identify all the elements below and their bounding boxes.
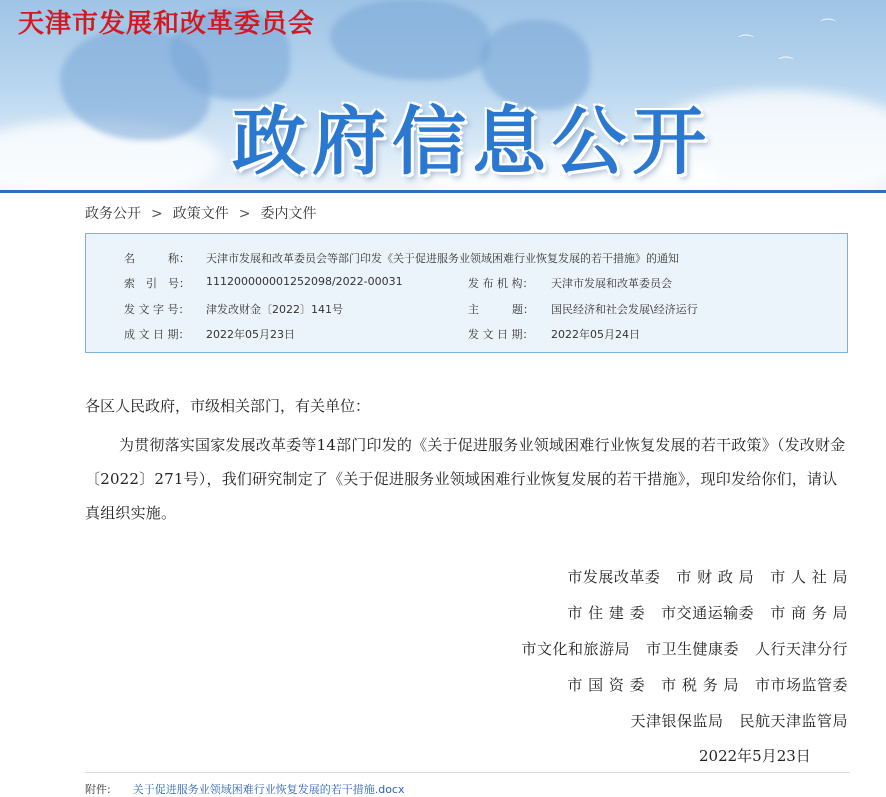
signatory: 市 住 建 委 bbox=[567, 604, 646, 622]
meta-written-date-label: 成 文 日 期： bbox=[124, 328, 190, 341]
signatory-row bbox=[551, 674, 848, 695]
attachment-row bbox=[85, 781, 404, 797]
signatory: 市 国 资 委 bbox=[567, 676, 646, 694]
body-paragraph: 为贯彻落实国家发展改革委等14部门印发的《关于促进服务业领域困难行业恢复发展的若干政策》（发改财金〔2022〕271号），我们研究制定了《关于促进服务业领域困难行业恢复发展的若干措施》，现印发给你们，请认真组织实施。 bbox=[85, 436, 846, 522]
signatory: 市文化和旅游局 bbox=[521, 640, 630, 658]
signatory: 民航天津监管局 bbox=[739, 712, 848, 730]
meta-name-value: 天津市发展和改革委员会等部门印发《关于促进服务业领域困难行业恢复发展的若干措施》的通知 bbox=[206, 252, 679, 265]
attachment-file-link[interactable]: 关于促进服务业领域困难行业恢复发展的若干措施.docx bbox=[132, 783, 405, 796]
banner-title: 政府信息公开 bbox=[232, 99, 712, 185]
meta-index-value: 111200000001252098/2022-00031 bbox=[206, 275, 403, 288]
signatory: 市卫生健康委 bbox=[645, 640, 739, 658]
meta-topic-value: 国民经济和社会发展\经济运行 bbox=[551, 303, 698, 316]
divider bbox=[85, 772, 850, 773]
meta-published-date-value: 2022年05月24日 bbox=[551, 328, 640, 341]
signatory: 市 商 务 局 bbox=[770, 604, 848, 622]
signatory-row bbox=[551, 602, 848, 623]
salutation: 各区人民政府，市级相关部门，有关单位： bbox=[85, 397, 371, 415]
document-metadata-box bbox=[85, 233, 848, 353]
banner-flower bbox=[330, 0, 490, 80]
attachment-label: 附件: bbox=[85, 783, 111, 796]
bird-icon: ⌒ bbox=[778, 55, 795, 74]
breadcrumb-item-internal-docs[interactable]: 委内文件 bbox=[260, 206, 317, 222]
breadcrumb-separator: > bbox=[238, 206, 251, 222]
signatory-row bbox=[614, 710, 848, 731]
signatory: 天津银保监局 bbox=[630, 712, 724, 730]
meta-docno-value: 津发改财金〔2022〕141号 bbox=[206, 303, 343, 316]
breadcrumb-item-policy-docs[interactable]: 政策文件 bbox=[172, 206, 229, 222]
signatory-row bbox=[505, 638, 848, 659]
document-date: 2022年5月23日 bbox=[699, 747, 811, 765]
header-banner bbox=[0, 0, 886, 193]
org-name[interactable]: 天津市发展和改革委员会 bbox=[18, 9, 316, 39]
meta-topic-label: 主 题： bbox=[468, 303, 534, 316]
signatory-row bbox=[551, 566, 848, 587]
meta-docno-label: 发 文 字 号： bbox=[124, 303, 190, 316]
bird-icon: ⌒ bbox=[738, 33, 755, 52]
breadcrumb-item-gov-affairs[interactable]: 政务公开 bbox=[85, 206, 141, 222]
signatory: 市交通运输委 bbox=[661, 604, 755, 622]
breadcrumb-separator: > bbox=[151, 206, 163, 222]
signatory: 人行天津分行 bbox=[754, 640, 848, 658]
meta-name-label: 名 称： bbox=[124, 252, 190, 265]
signatory: 市 人 社 局 bbox=[770, 568, 848, 586]
signatory: 市市场监管委 bbox=[754, 676, 848, 694]
signatory: 市发展改革委 bbox=[567, 568, 661, 586]
meta-written-date-value: 2022年05月23日 bbox=[206, 328, 295, 341]
meta-published-date-label: 发 文 日 期： bbox=[468, 328, 534, 341]
bird-icon: ⌒ bbox=[820, 17, 837, 36]
meta-issuer-value: 天津市发展和改革委员会 bbox=[551, 277, 672, 290]
signatory: 市 税 务 局 bbox=[661, 676, 739, 694]
meta-index-label: 索 引 号： bbox=[124, 277, 190, 290]
breadcrumb bbox=[85, 203, 316, 223]
meta-issuer-label: 发 布 机 构： bbox=[468, 277, 534, 290]
signatory: 市 财 政 局 bbox=[676, 568, 755, 586]
